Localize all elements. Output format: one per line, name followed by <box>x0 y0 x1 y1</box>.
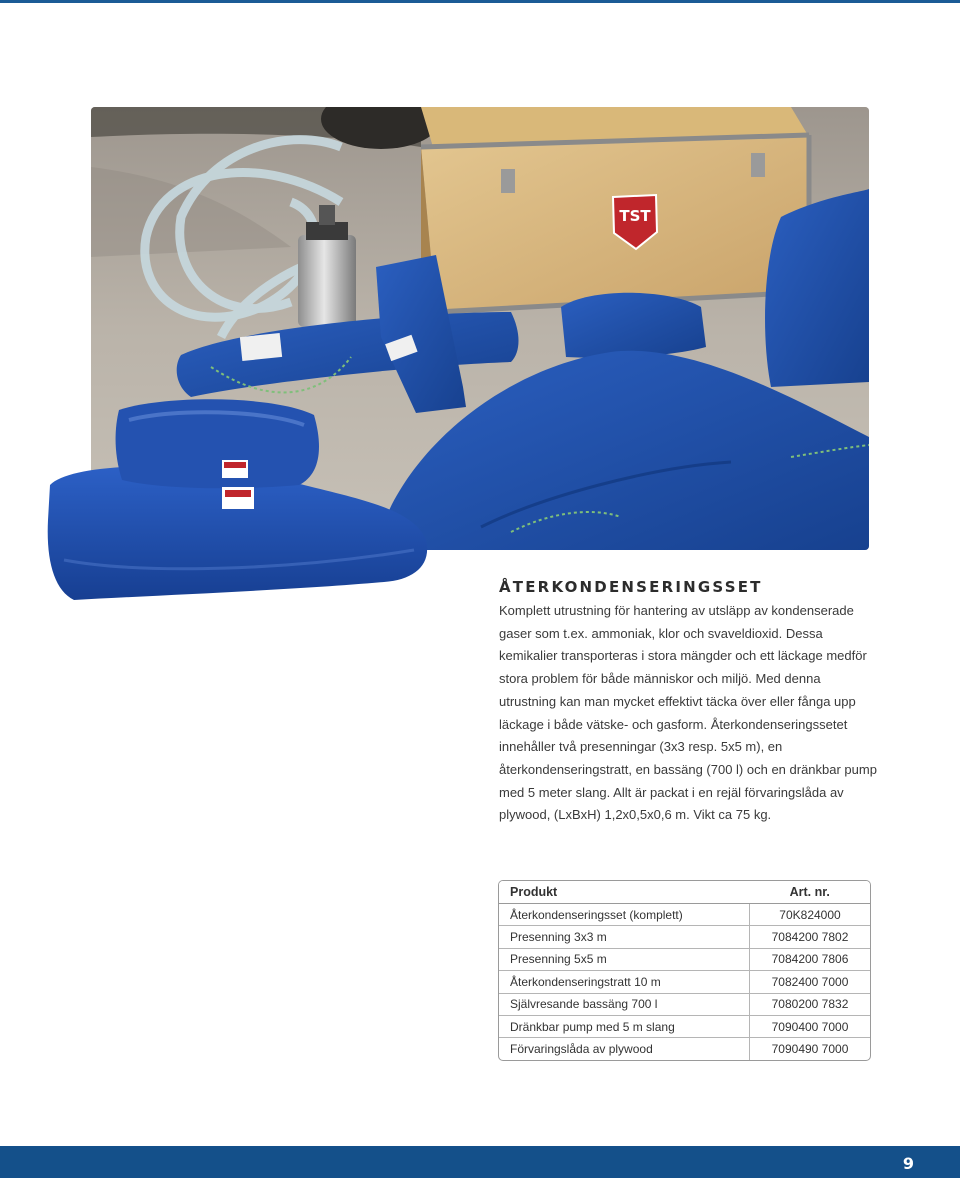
footer-bar <box>0 1146 960 1178</box>
folded-tarp-right <box>765 189 869 387</box>
table-header-row <box>499 881 870 904</box>
column-header-product: Produkt <box>499 881 750 904</box>
table-row <box>499 1038 870 1060</box>
product-name-cell: Presenning 5x5 m <box>499 948 750 970</box>
product-name-cell: Återkondenseringsset (komplett) <box>510 907 683 922</box>
art-nr-cell: 7084200 7806 <box>750 948 871 970</box>
page-number: 9 <box>902 1154 914 1173</box>
table-row <box>499 904 870 926</box>
crate-logo-text: TST <box>619 207 651 225</box>
top-rule <box>0 0 960 3</box>
art-nr-cell: 70K824000 <box>750 904 871 926</box>
art-nr-cell: 7080200 7832 <box>750 993 871 1015</box>
table-row <box>499 948 870 970</box>
section-body-text: Komplett utrustning för hantering av utsläpp av kondenserade gaser som t.ex. ammoniak, klor och svaveldioxid. Dessa kemikalier transporteras i stora mängder och ett läckage medför stora problem för både människor och miljö. Med denna utrustning kan man mycket effektivt täcka över eller fånga upp läckage i både vätske- och gasform. Återkondenseringssetet innehåller två presenningar (3x3 resp. 5x5 m), en återkondenseringstratt, en bassäng (700 l) och en dränkbar pump med 5 meter slang. Allt är packat i en rejäl förvaringslåda av plywood, (LxBxH) 1,2x0,5x0,6 m. Vikt ca 75 kg. <box>499 603 877 823</box>
wooden-crate-image <box>421 107 809 312</box>
art-nr-cell: 7082400 7000 <box>750 971 871 993</box>
art-nr-cell: 7090490 7000 <box>750 1038 871 1060</box>
table-row <box>499 993 870 1015</box>
art-nr-cell: 7090400 7000 <box>750 1015 871 1037</box>
basin-image <box>44 390 434 605</box>
product-name-cell: Självresande bassäng 700 l <box>499 993 750 1015</box>
table-row <box>499 971 870 993</box>
product-name-cell: Presenning 3x3 m <box>499 926 750 948</box>
product-name-cell: Förvaringslåda av plywood <box>499 1038 750 1060</box>
rolled-tarp-small <box>561 293 706 358</box>
table-row <box>499 926 870 948</box>
product-table <box>498 880 871 1061</box>
art-nr-cell: 7084200 7802 <box>750 926 871 948</box>
product-name-cell: Dränkbar pump med 5 m slang <box>499 1015 750 1037</box>
pump-image <box>298 205 356 327</box>
section-title: ÅTERKONDENSERINGSSET <box>499 578 763 596</box>
column-header-art-nr: Art. nr. <box>750 881 871 904</box>
product-name-cell: Återkondenseringstratt 10 m <box>499 971 750 993</box>
table-row <box>499 1015 870 1037</box>
